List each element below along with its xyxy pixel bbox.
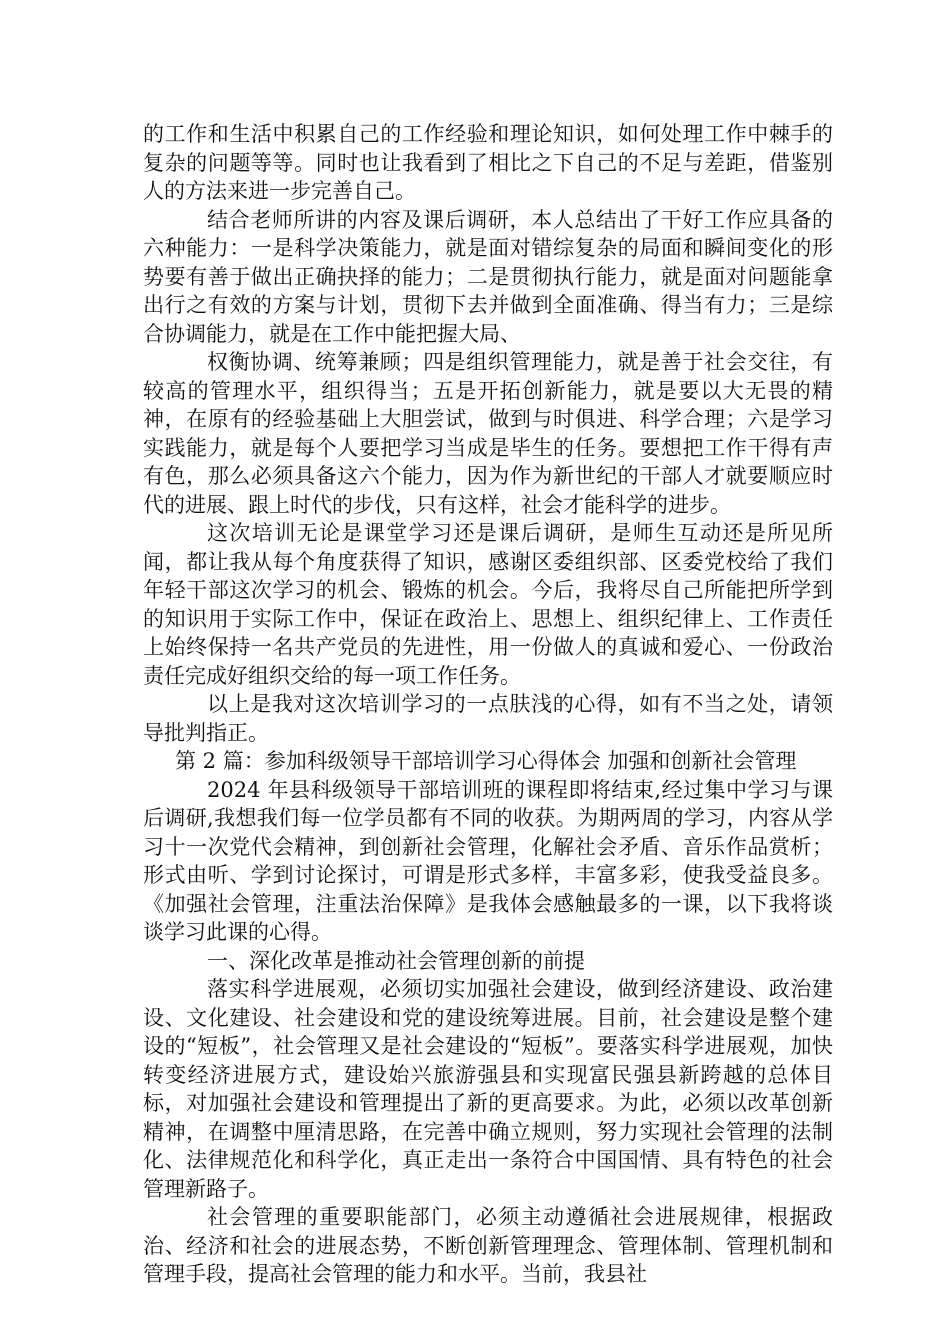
paragraph-5: 以上是我对这次培训学习的一点肤浅的心得，如有不当之处，请领导批判指正。 bbox=[143, 692, 833, 745]
paragraph-7: 落实科学进展观，必须切实加强社会建设，做到经济建设、政治建设、文化建设、社会建设和党的建设统筹进展。目前，社会建设是整个建设的“短板”，社会管理又是社会建设的“短板”。要落实科学进展观，加快转变经济进展方式，建设始兴旅游强县和实现富民强县新跨越的总体目标，对加强社会建设和管理提出了新的更高要求。为此，必须以改革创新精神，在调整中厘清思路，在完善中确立规则，努力实现社会管理的法制化、法律规范化和科学化，真正走出一条符合中国国情、具有特色的社会管理新路子。 bbox=[143, 977, 833, 1201]
subheading: 一、深化改革是推动社会管理创新的前提 bbox=[207, 948, 585, 973]
paragraph-2: 结合老师所讲的内容及课后调研，本人总结出了干好工作应具备的六种能力：一是科学决策能力，就是面对错综复杂的局面和瞬间变化的形势要有善于做出正确抉择的能力；二是贯彻执行能力，就是面对问题能拿出行之有效的方案与计划，贯彻下去并做到全面准确、得当有力；三是综合协调能力，就是在工作中能把握大局、 bbox=[143, 207, 833, 346]
paragraph-1: 的工作和生活中积累自己的工作经验和理论知识，如何处理工作中棘手的复杂的问题等等。同时也让我看到了相比之下自己的不足与差距，借鉴别人的方法来进一步完善自己。 bbox=[143, 122, 833, 203]
paragraph-3: 权衡协调、统筹兼顾；四是组织管理能力，就是善于社会交往，有较高的管理水平，组织得当；五是开拓创新能力，就是要以大无畏的精神，在原有的经验基础上大胆尝试，做到与时俱进、科学合理；六是学习实践能力，就是每个人要把学习当成是毕生的任务。要想把工作干得有声有色，那么必须具备这六个能力，因为作为新世纪的干部人才就要顺应时代的进展、跟上时代的步伐，只有这样，社会才能科学的进步。 bbox=[143, 350, 833, 517]
paragraph-6: 2024 年县科级领导干部培训班的课程即将结束,经过集中学习与课后调研,我想我们每一位学员都有不同的收获。为期两周的学习，内容从学习十一次党代会精神，到创新社会管理，化解社会矛盾、音乐作品赏析；形式由听、学到讨论探讨，可谓是形式多样，丰富多彩，使我受益良多。《加强社会管理，注重法治保障》是我体会感触最多的一课，以下我将谈谈学习此课的心得。 bbox=[143, 777, 833, 944]
paragraph-8: 社会管理的重要职能部门，必须主动遵循社会进展规律，根据政治、经济和社会的进展态势，不断创新管理理念、管理体制、管理机制和管理手段，提高社会管理的能力和水平。当前，我县社 bbox=[143, 1205, 833, 1286]
document-body bbox=[143, 120, 833, 1289]
paragraph-4: 这次培训无论是课堂学习还是课后调研，是师生互动还是所见所闻，都让我从每个角度获得了知识，感谢区委组织部、区委党校给了我们年轻干部这次学习的机会、锻炼的机会。今后，我将尽自己所能把所学到的知识用于实际工作中，保证在政治上、思想上、组织纪律上、工作责任上始终保持一名共产党员的先进性，用一份做人的真诚和爱心、一份政治责任完成好组织交给的每一项工作任务。 bbox=[143, 521, 833, 688]
section-heading: 第 2 篇：参加科级领导干部培训学习心得体会 加强和创新社会管理 bbox=[175, 749, 797, 773]
